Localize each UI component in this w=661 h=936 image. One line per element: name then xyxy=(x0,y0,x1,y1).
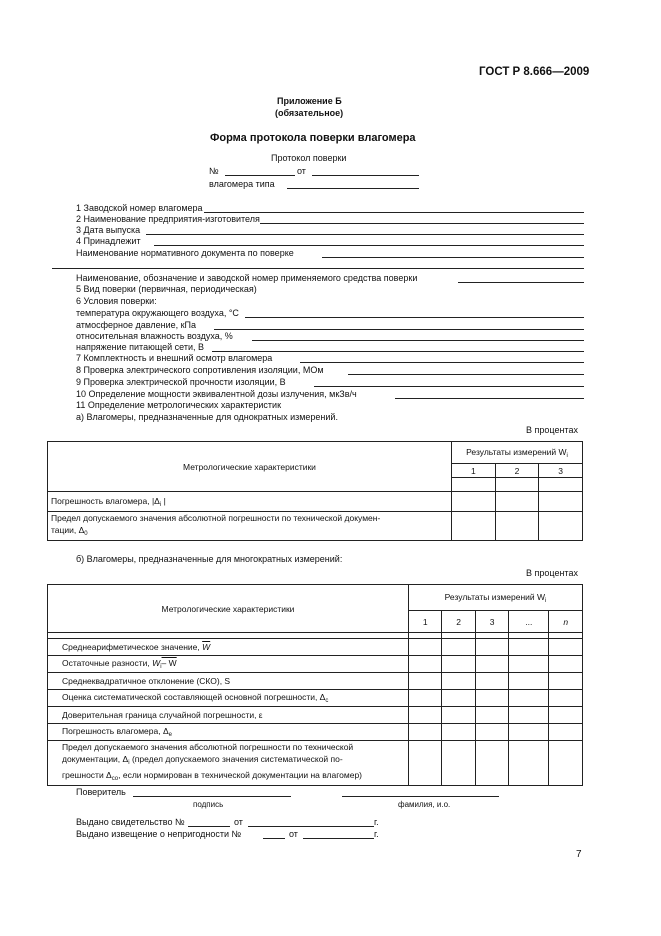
units-note-a: В процентах xyxy=(526,425,578,435)
form-title: Форма протокола поверки влагомера xyxy=(210,132,416,144)
name-caption: фамилия, и.о. xyxy=(398,800,451,809)
field-temperature: температура окружающего воздуха, °С xyxy=(76,308,239,318)
table-b-row-residuals: Остаточные разности, $W_i-$ W xyxy=(48,656,409,673)
table-b-row-error: Погрешность влагомера, $\Delta_е$ xyxy=(48,724,409,741)
issued-certificate-from: от xyxy=(234,817,243,827)
table-b-col-3: 3 xyxy=(475,611,508,633)
field-conditions: 6 Условия поверки: xyxy=(76,296,157,306)
issued-notice-from: от xyxy=(289,829,298,839)
appendix-status: (обязательное) xyxy=(275,108,344,118)
table-b-col-n: n xyxy=(549,611,583,633)
field-verification-type: 5 Вид поверки (первичная, периодическая) xyxy=(76,284,257,294)
table-b-row-sko: Среднеквадратичное отклонение (СКО), S xyxy=(48,673,409,690)
verifier-label: Поверитель xyxy=(76,787,126,797)
field-voltage: напряжение питающей сети, В xyxy=(76,342,205,352)
table-b-row-tolerance: Предел допускаемого значения абсолютной погрешности по технической документации, $\Delta_i$ (предел допускаемого значения систематической по- грешности $\Delta_{со}$, если нормирован в технической документации на влагомер) xyxy=(48,741,409,786)
field-owner: 4 Принадлежит xyxy=(76,236,141,246)
protocol-no-label: № xyxy=(209,166,219,176)
table-single-measurements xyxy=(47,441,583,541)
field-insulation-resistance: 8 Проверка электрического сопротивления изоляции, МОм xyxy=(76,365,324,375)
field-release-date: 3 Дата выпуска xyxy=(76,225,141,235)
table-b-row-confidence: Доверительная граница случайной погрешности, ε xyxy=(48,707,409,724)
table-a-results-header: Результаты измерений $W_i$ xyxy=(452,442,583,464)
field-manufacturer: 2 Наименование предприятия-изготовителя xyxy=(76,214,260,224)
issued-notice-label: Выдано извещение о непригодности № xyxy=(76,829,242,839)
issued-certificate-year: г. xyxy=(374,817,379,827)
table-a-row-error: Погрешность влагомера, $|\Delta_i$ | xyxy=(48,492,452,512)
standard-number: ГОСТ Р 8.666—2009 xyxy=(479,66,590,78)
table-b-characteristics-header: Метрологические характеристики xyxy=(48,585,409,633)
units-note-b: В процентах xyxy=(526,568,578,578)
table-a-col-2: 2 xyxy=(495,464,539,478)
table-multiple-measurements xyxy=(47,584,583,786)
table-b-col-2: 2 xyxy=(442,611,475,633)
signature-caption: подпись xyxy=(193,800,224,809)
field-verification-means: Наименование, обозначение и заводской номер применяемого средства поверки xyxy=(76,273,418,283)
table-a-col-3: 3 xyxy=(539,464,583,478)
issued-notice-year: г. xyxy=(374,829,379,839)
table-a-col-1: 1 xyxy=(452,464,496,478)
table-a-characteristics-header: Метрологические характеристики xyxy=(48,442,452,492)
field-radiation-dose: 10 Определение мощности эквивалентной дозы излучения, мкЗв/ч xyxy=(76,389,357,399)
table-b-results-header: Результаты измерений $W_i$ xyxy=(409,585,583,611)
appendix-title: Приложение Б xyxy=(277,96,342,106)
protocol-title: Протокол поверки xyxy=(271,153,347,163)
table-b-row-systematic: Оценка систематической составляющей основной погрешности, $\Delta_c$ xyxy=(48,690,409,707)
field-completeness: 7 Комплектность и внешний осмотр влагомера xyxy=(76,353,273,363)
page-number: 7 xyxy=(576,849,582,860)
field-insulation-strength: 9 Проверка электрической прочности изоляции, В xyxy=(76,377,286,387)
field-single-measurement: а) Влагомеры, предназначенные для однократных измерений. xyxy=(76,412,338,422)
field-pressure: атмосферное давление, кПа xyxy=(76,320,197,330)
field-serial-number: 1 Заводской номер влагомера xyxy=(76,203,203,213)
issued-certificate-label: Выдано свидетельство № xyxy=(76,817,185,827)
field-metrological: 11 Определение метрологических характеристик xyxy=(76,400,282,410)
table-b-col-1: 1 xyxy=(409,611,442,633)
section-b-title: б) Влагомеры, предназначенные для многократных измерений: xyxy=(76,554,343,564)
protocol-from-label: от xyxy=(297,166,306,176)
table-b-col-dots: ... xyxy=(509,611,549,633)
table-b-row-mean: Среднеарифметическое значение, $\overline{W}$ xyxy=(48,639,409,656)
field-humidity: относительная влажность воздуха, % xyxy=(76,331,233,341)
protocol-type-label: влагомера типа xyxy=(209,179,275,189)
field-normative-document: Наименование нормативного документа по поверке xyxy=(76,248,294,258)
table-a-row-tolerance: Предел допускаемого значения абсолютной погрешности по технической докумен- тации, $\Delta_0$ xyxy=(48,512,452,541)
